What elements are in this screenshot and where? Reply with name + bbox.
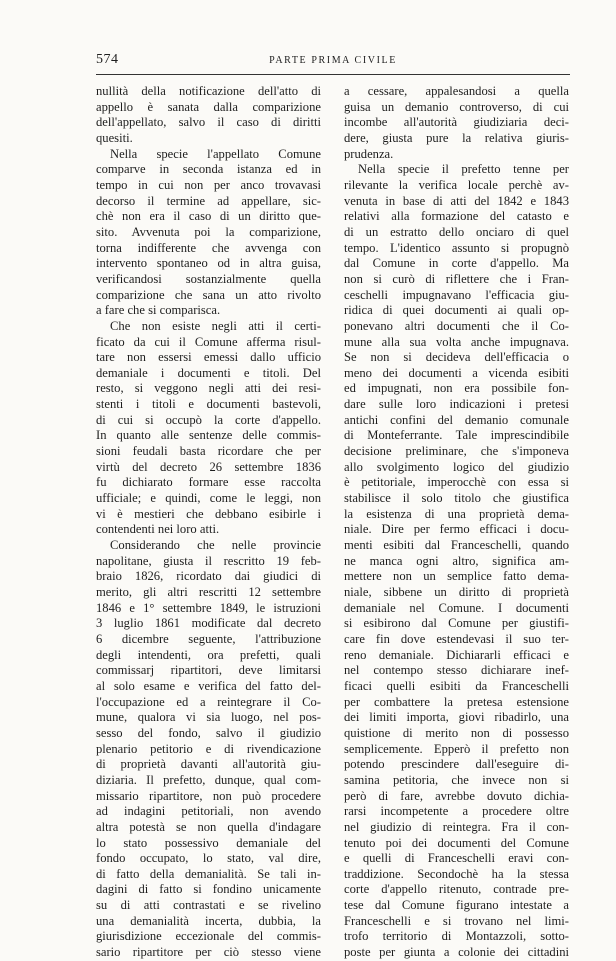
text-line: al solo esame e verifica del fatto del- <box>96 678 321 693</box>
text-line: non si curò di riflettere che i Fran- <box>344 271 569 286</box>
text-line: fondo occupato, lo stato, val dire, <box>96 851 321 866</box>
text-line: ceschelli impugnavano l'efficacia giu- <box>344 287 569 302</box>
text-line: e quelli di Franceschelli eravi con- <box>344 851 569 866</box>
text-line: tare non essersi emessi dallo ufficio <box>96 350 321 365</box>
running-head: PARTE PRIMA CIVILE <box>269 55 397 66</box>
text-line: tese dal Comune figurano intestate a <box>344 898 569 913</box>
text-line: appello è sanata dalla comparizione <box>96 99 321 114</box>
text-line: stenti i titoli e documenti bastevoli, <box>96 397 321 412</box>
text-line: diziaria. Il prefetto, dunque, qual com- <box>96 772 321 787</box>
text-line: rilevante la verifica locale perchè av- <box>344 177 569 192</box>
text-line: lo stato possessivo demaniale del <box>96 835 321 850</box>
text-line: ficaci quelli esibiti da Franceschelli <box>344 678 569 693</box>
text-line: allo svolgimento logico del giudizio <box>344 459 569 474</box>
text-line: ed impugnati, non era possibile fon- <box>344 381 569 396</box>
text-line: corte d'appello ritenuto, contrade pre- <box>344 882 569 897</box>
text-line: una demanialità incerta, dubbia, la <box>96 913 321 928</box>
text-line: giurisdizione eccezionale del commis- <box>96 929 321 944</box>
text-line: comparizione che sana un atto rivolto <box>96 287 321 302</box>
text-line: meno dei documenti a vicenda esibiti <box>344 365 569 380</box>
text-line: reno demaniale. Dichiararli efficaci e <box>344 647 569 662</box>
header-rule <box>96 74 570 75</box>
text-line: si esibirono dal Comune per giustifi- <box>344 616 569 631</box>
text-line: plenario petitorio e di rivendicazione <box>96 741 321 756</box>
text-line: Franceschelli e si trovano nel limi- <box>344 913 569 928</box>
text-line: nel giudizio di reintegra. Fra il con- <box>344 819 569 834</box>
text-line: antichi confini del demanio comunale <box>344 412 569 427</box>
text-line: tempo in cui non per anco trovavasi <box>96 177 321 192</box>
text-line: torna indifferente che avvenga con <box>96 240 321 255</box>
right-text-column <box>344 84 569 961</box>
text-line: demaniale nel Comune. I documenti <box>344 600 569 615</box>
text-line: tempo. L'identico assunto si propugnò <box>344 240 569 255</box>
text-line: altra potestà se non quella d'indagare <box>96 819 321 834</box>
text-line: chè non era il caso di un diritto que- <box>96 209 321 224</box>
text-line: Considerando che nelle provincie <box>110 538 321 553</box>
text-line: traddizione. Secondochè ha la stessa <box>344 866 569 881</box>
text-line: dal Comune in corte d'appello. Ma <box>344 256 569 271</box>
text-line: samina petitoria, che invece non si <box>344 772 569 787</box>
text-line: mettere non un semplice fatto dema- <box>344 569 569 584</box>
text-line: è petitoriale, imperocchè con essa si <box>344 475 569 490</box>
text-line: niale. Dire per fermo efficaci i docu- <box>344 522 569 537</box>
text-line: ufficiale; e quindi, come le leggi, non <box>96 491 321 506</box>
text-line: Che non esiste negli atti il certi- <box>110 318 321 333</box>
text-line: di fatto della demanialità. Se tali in- <box>96 866 321 881</box>
text-line: dagini di fatto si fondino unicamente <box>96 882 321 897</box>
text-line: però di fare, avrebbe dovuto dichia- <box>344 788 569 803</box>
text-line: tenuto poi dei documenti del Comune <box>344 835 569 850</box>
text-line: mune alla sua volta anche impugnava. <box>344 334 569 349</box>
text-line: ridica di quei documenti ai quali op- <box>344 303 569 318</box>
text-line: demaniale i documenti e titoli. Del <box>96 365 321 380</box>
text-line: la esistenza di una proprietà dema- <box>344 506 569 521</box>
text-line: potendo prescindere dall'eseguire di- <box>344 757 569 772</box>
left-text-column <box>96 84 321 961</box>
text-line: di proprietà davanti all'autorità giu- <box>96 757 321 772</box>
text-line: 6 dicembre seguente, l'attribuzione <box>96 631 321 646</box>
text-line: semplicemente. Epperò il prefetto non <box>344 741 569 756</box>
text-line: ficato da cui il Comune afferma risul- <box>96 334 321 349</box>
text-line: dei limiti importa, giovi ribadirlo, una <box>344 710 569 725</box>
text-line: dare sulle loro indicazioni i pretesi <box>344 397 569 412</box>
text-line: contendenti nei loro atti. <box>96 522 220 537</box>
text-line: rarsi incompetente a procedere oltre <box>344 804 569 819</box>
text-line: menti esibiti dal Franceschelli, quando <box>344 538 569 553</box>
text-line: degli intendenti, ora prefetti, quali <box>96 647 321 662</box>
text-line: verificandosi sostanzialmente quella <box>96 271 321 286</box>
text-line: In quanto alle sentenze delle commis- <box>96 428 321 443</box>
text-line: dell'appellato, salvo il caso di diritti <box>96 115 321 130</box>
text-line: stabilisce il solo titolo che giustifica <box>344 491 569 506</box>
text-line: fu dichiarato formare esse raccolta <box>96 475 321 490</box>
text-line: di cui si occupò la corte d'appello. <box>96 412 321 427</box>
text-line: sesso del fondo, salvo il giudizio <box>96 725 321 740</box>
text-line: braio 1826, ricordato dai giudici di <box>96 569 321 584</box>
text-line: 3 luglio 1861 modificate dal decreto <box>96 616 321 631</box>
text-line: sario ripartitore per ciò stesso viene <box>96 945 321 960</box>
text-line: Se non si decideva dell'efficacia o <box>344 350 569 365</box>
text-line: mune, qualora vi sia luogo, nel pos- <box>96 710 321 725</box>
text-line: relativi alla formazione del catasto e <box>344 209 569 224</box>
text-line: 1846 e 1° settembre 1849, le istruzioni <box>96 600 321 615</box>
text-line: per combattere la pretesa estensione <box>344 694 569 709</box>
text-line: Nella specie l'appellato Comune <box>110 146 321 161</box>
text-line: virtù del decreto 26 settembre 1836 <box>96 459 321 474</box>
text-line: sioni feudali basta ricordare che per <box>96 444 321 459</box>
text-line: venuta in base di atti del 1842 e 1843 <box>344 193 569 208</box>
text-line: sito. Avvenuta poi la comparizione, <box>96 224 321 239</box>
text-line: ne manca ogni altro, significa am- <box>344 553 569 568</box>
page-number: 574 <box>96 52 119 67</box>
text-line: decisione preliminare, che s'imponeva <box>344 444 569 459</box>
text-line: Nella specie il prefetto tenne per <box>358 162 569 177</box>
text-line: quistione di merito non di possesso <box>344 725 569 740</box>
text-line: prudenza. <box>344 146 394 161</box>
text-line: commissarj ripartitori, deve limitarsi <box>96 663 321 678</box>
text-line: quesiti. <box>96 130 133 145</box>
text-line: missario ripartitore, non può procedere <box>96 788 321 803</box>
text-line: incombe all'autorità giudiziaria deci- <box>344 115 569 130</box>
text-line: nullità della notificazione dell'atto di <box>96 84 321 98</box>
text-line: intervento spontaneo od in altra guisa, <box>96 256 321 271</box>
text-line: l'occupazione ed a reintegrare il Co- <box>96 694 321 709</box>
text-line: niale, sibbene un diritto di proprietà <box>344 585 569 599</box>
text-line: napolitane, giusta il rescritto 19 feb- <box>96 553 321 568</box>
text-line: ponevano altri documenti che il Co- <box>344 318 569 333</box>
text-line: a fare che si comparisca. <box>96 303 221 318</box>
text-line: decorso il termine ad appellare, sic- <box>96 193 321 208</box>
text-line: ad indagini petitoriali, non avendo <box>96 804 321 819</box>
text-line: merito, gli altri rescritti 12 settembre <box>96 585 321 599</box>
text-line: resto, si veggono negli atti dei resi- <box>96 381 321 396</box>
text-line: comparve in seconda istanza ed in <box>96 162 321 177</box>
page-header <box>96 52 570 74</box>
text-line: vi è mestieri che debbano esibirle i <box>96 506 321 521</box>
text-line: di un estratto dello onciaro di quel <box>344 224 569 239</box>
text-line: poste per giunta a colonie dei cittadini <box>344 945 569 960</box>
text-line: di Monteferrante. Tale imprescindibile <box>344 428 569 443</box>
text-line: su di atti contrastati e se rivelino <box>96 898 321 913</box>
text-line: trofo territorio di Montazzoli, sotto- <box>344 929 569 944</box>
text-line: nel contempo stesso dichiarare inef- <box>344 663 569 678</box>
text-line: guisa un demanio controverso, di cui <box>344 99 569 114</box>
text-line: a cessare, appalesandosi a quella <box>344 84 569 98</box>
text-line: care fin dove estendevasi il suo ter- <box>344 631 569 646</box>
text-line: dere, giusta pure la relativa giuris- <box>344 130 569 145</box>
